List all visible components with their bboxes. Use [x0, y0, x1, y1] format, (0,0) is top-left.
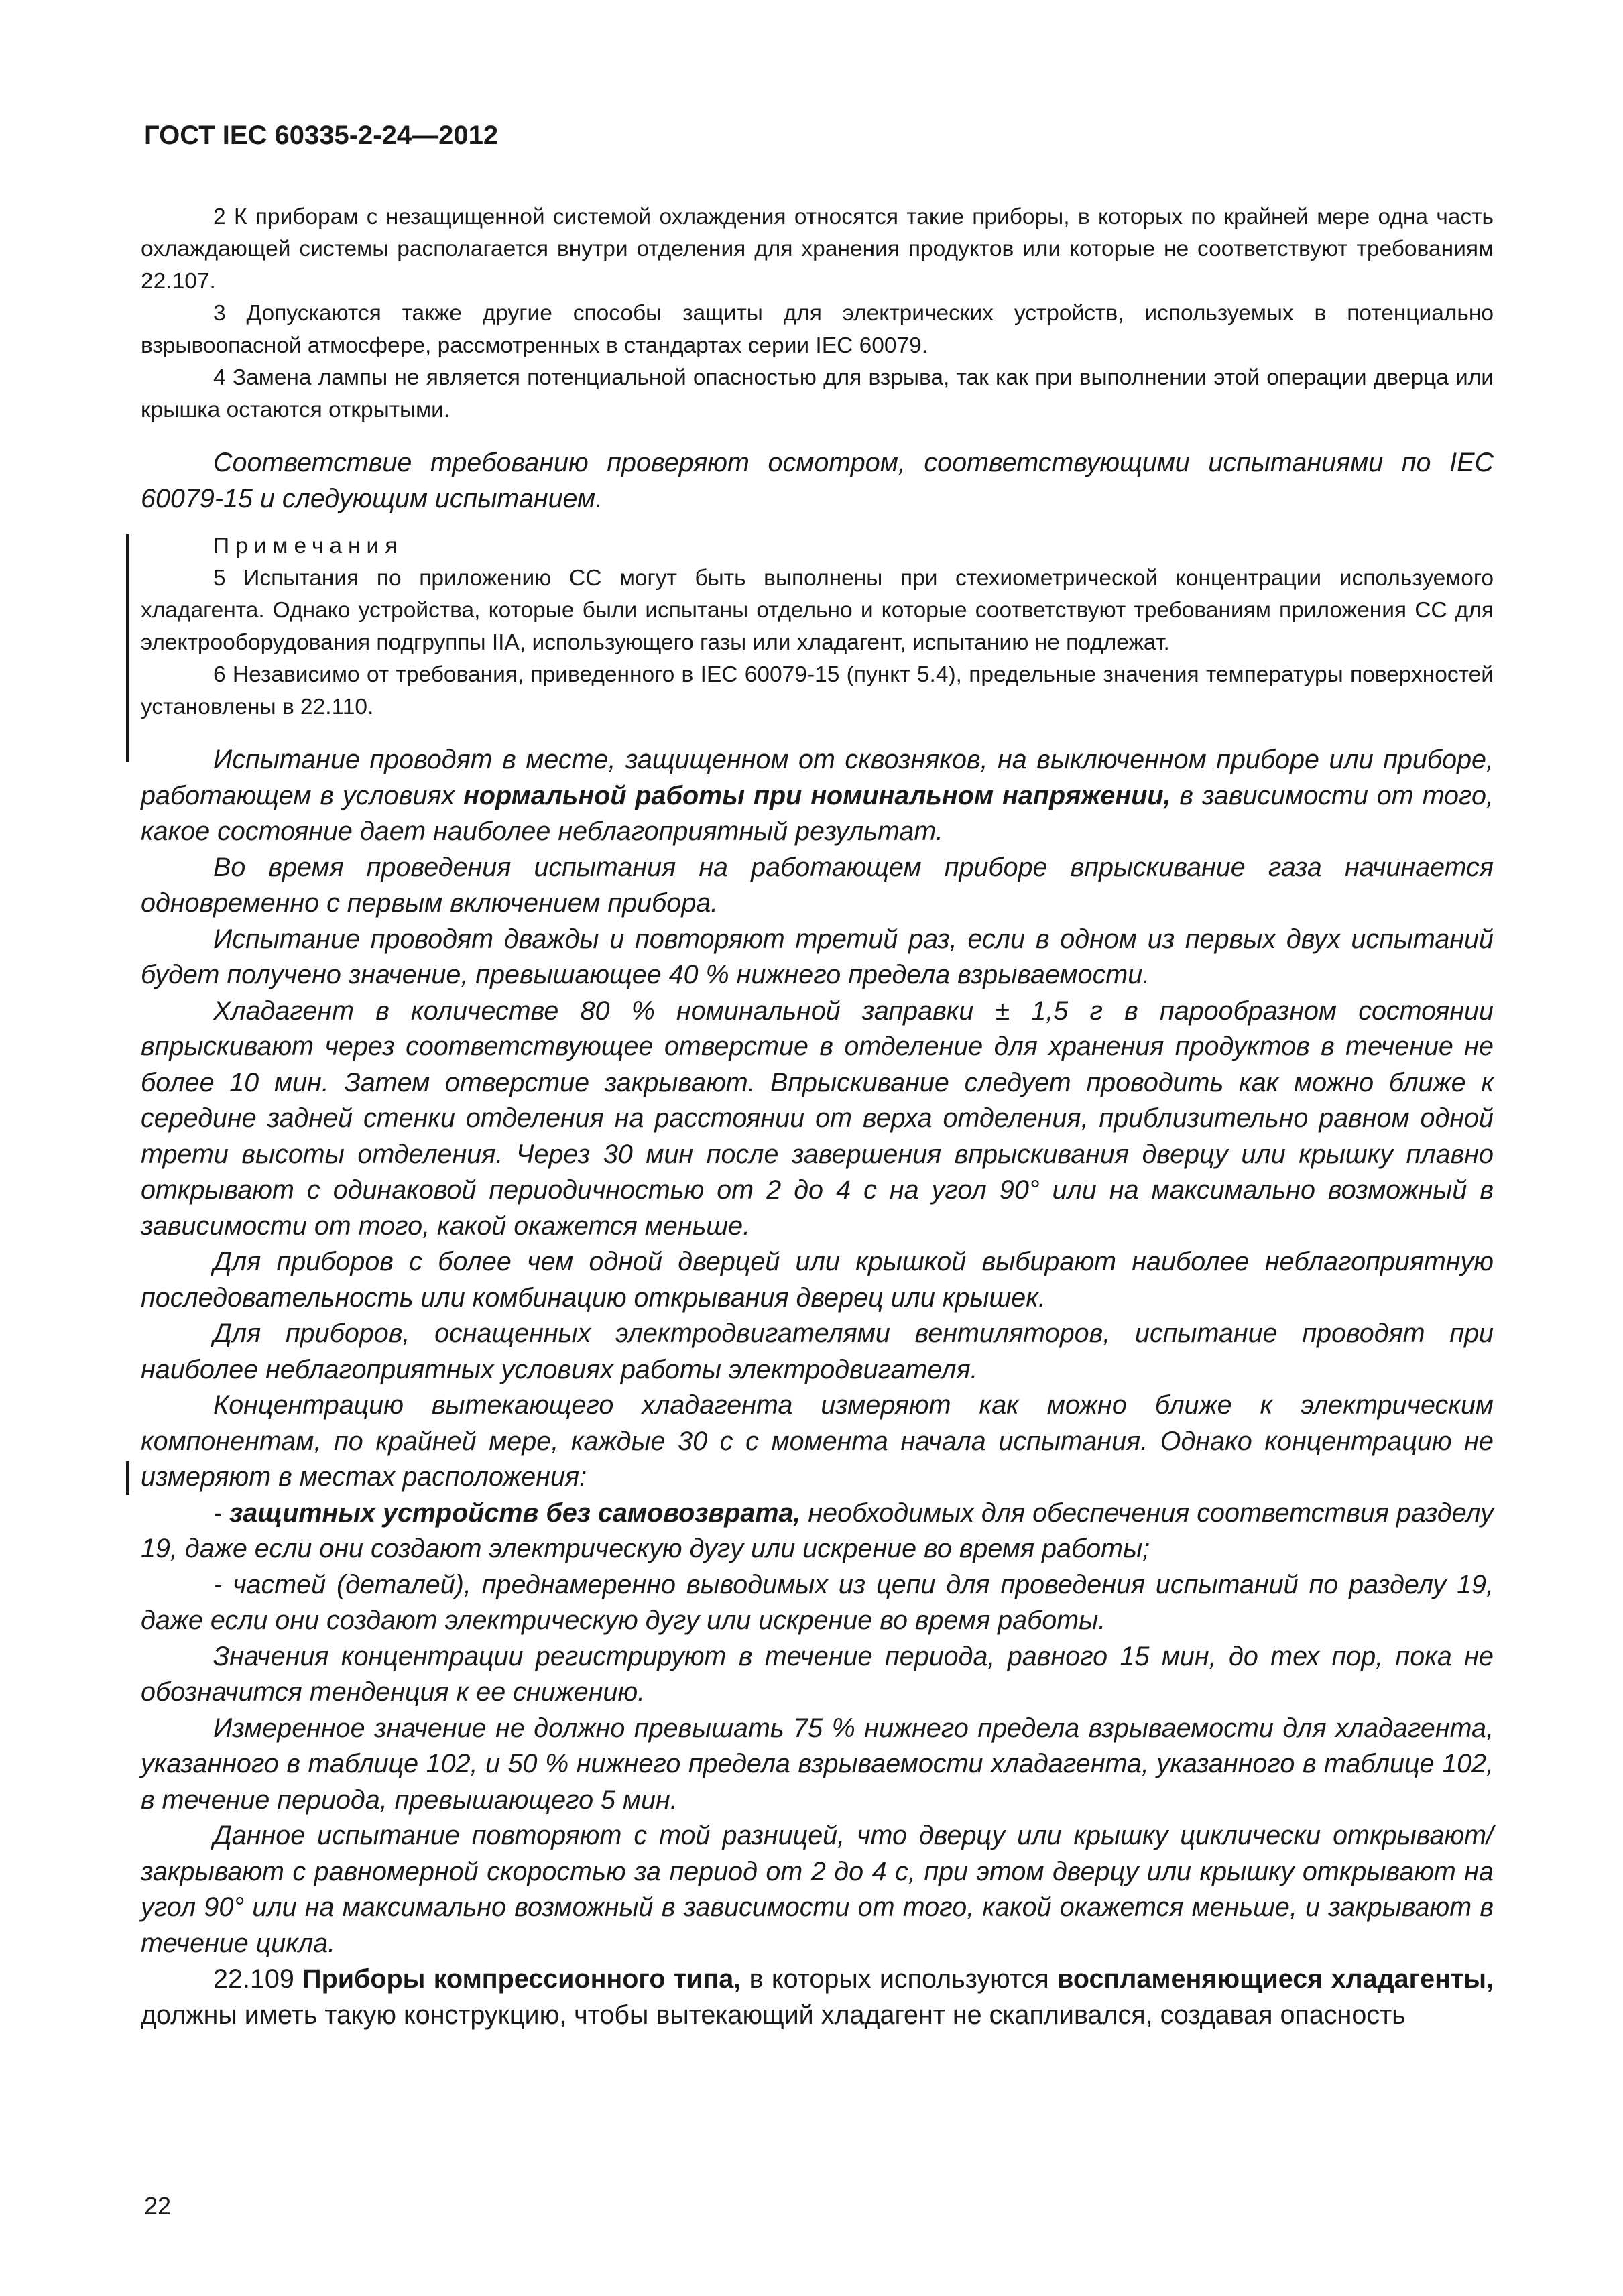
note-3: 3 Допускаются также другие способы защиты для электрических устройств, используемых в потенциально взрывоопасной атмосфере, рассмотренных в стандартах серии IEC 60079.: [141, 301, 1494, 358]
list-item-protective-devices: - защитных устройств без самовозврата, необходимых для обеспечения соответствия разделу 19, даже если они создают электрическую дугу или искрение во время работы;: [141, 1498, 1494, 1563]
test-paragraph: Испытание проводят дважды и повторяют третий раз, если в одном из первых двух испытаний будет получено значение, превышающее 40 % нижнего предела взрываемости.: [141, 924, 1494, 989]
test-paragraph: Значения концентрации регистрируют в течение периода, равного 15 мин, до тех пор, пока не обозначится тенденция к ее снижению.: [141, 1641, 1494, 1707]
test-paragraph: Концентрацию вытекающего хладагента измеряют как можно ближе к электрическим компонентам, по крайней мере, каждые 30 с с момента начала испытания. Однако концентрацию не измеряют в местах расположения:: [141, 1390, 1494, 1492]
note-6: 6 Независимо от требования, приведенного в IEC 60079-15 (пункт 5.4), предельные значения температуры поверхностей установлены в 22.110.: [141, 662, 1494, 719]
test-paragraph: Хладагент в количестве 80 % номинальной заправки ± 1,5 г в парообразном состоянии впрыскивают через соответствующее отверстие в отделение для хранения продуктов в течение не более 10 мин. Затем отверстие закрывают. Впрыскивание следует проводить как можно ближе к середине задней стенки отделения на расстоянии от верха отделения, приблизительно равном одной трети высоты отделения. Через 30 мин после завершения впрыскивания дверцу или крышку плавно открывают с одинаковой периодичностью от 2 до 4 с на угол 90° или на максимально возможный в зависимости от того, какой окажется меньше.: [141, 995, 1494, 1241]
note-2: 2 К приборам с незащищенной системой охлаждения относятся такие приборы, в которых по крайней мере одна часть охлаждающей системы располагается внутри отделения для хранения продуктов или которые не соответствуют требованиям 22.107.: [141, 204, 1494, 294]
test-paragraph-conditions: Испытание проводят в месте, защищенном от сквозняков, на выключенном приборе или приборе, работающем в условиях нормальной работы при номинальном напряжении, в зависимости от того, какое состояние дает наиболее неблагоприятный результат.: [141, 745, 1494, 846]
change-bar-paragraph: [126, 1461, 129, 1495]
note-4: 4 Замена лампы не является потенциальной опасностью для взрыва, так как при выполнении этой операции дверца или крышка остаются открытыми.: [141, 365, 1494, 422]
protective-devices-term: защитных устройств без самовозврата,: [229, 1498, 801, 1528]
list-item-parts: - частей (деталей), преднамеренно выводимых из цепи для проведения испытаний по разделу 19, даже если они создают электрическую дугу или искрение во время работы.: [141, 1569, 1494, 1635]
note-5: 5 Испытания по приложению СС могут быть выполнены при стехиометрической концентрации используемого хладагента. Однако устройства, которые были испытаны отдельно и которые соответствуют требованиям приложения СС для электрооборудования подгруппы IIA, использующего газы или хладагент, испытанию не подлежат.: [141, 566, 1494, 655]
page-number: 22: [144, 2192, 172, 2220]
test-paragraph: Данное испытание повторяют с той разницей, что дверцу или крышку циклически открывают/закрывают с равномерной скоростью за период от 2 до 4 с, при этом дверцу или крышку открывают на угол 90° или на максимально возможный в зависимости от того, какой окажется меньше, и закрывают в течение цикла.: [141, 1821, 1494, 1958]
normal-operation-term: нормальной работы при номинальном напряжении,: [463, 780, 1171, 810]
notes-heading: Примечания: [213, 534, 404, 558]
change-bar-notes: [126, 534, 129, 762]
test-paragraph: Измеренное значение не должно превышать 75 % нижнего предела взрываемости для хладагента, указанного в таблице 102, и 50 % нижнего предела взрываемости хладагента, указанного в таблице 102, в течение периода, превышающего 5 мин.: [141, 1713, 1494, 1815]
page-content: [141, 201, 1494, 2033]
test-paragraph: Для приборов с более чем одной дверцей или крышкой выбирают наиболее неблагоприятную последовательность или комбинацию открывания дверец или крышек.: [141, 1247, 1494, 1313]
document-header: ГОСТ IEC 60335-2-24—2012: [144, 121, 499, 150]
test-paragraph: Во время проведения испытания на работающем приборе впрыскивание газа начинается одновременно с первым включением прибора.: [141, 852, 1494, 918]
test-paragraph: Для приборов, оснащенных электродвигателями вентиляторов, испытание проводят при наиболее неблагоприятных условиях работы электродвигателя.: [141, 1319, 1494, 1384]
compression-appliances-term: Приборы компрессионного типа,: [302, 1964, 741, 1994]
clause-22-109: 22.109 Приборы компрессионного типа, в которых используются воспламеняющиеся хладагенты, должны иметь такую конструкцию, чтобы вытекающий хладагент не скапливался, создавая опасность: [141, 1964, 1494, 2030]
flammable-refrigerants-term: воспламеняющиеся хладагенты,: [1057, 1964, 1494, 1994]
compliance-statement: Соответствие требованию проверяют осмотром, соответствующими испытаниями по IEC 60079-15 и следующим испытанием.: [141, 448, 1494, 513]
